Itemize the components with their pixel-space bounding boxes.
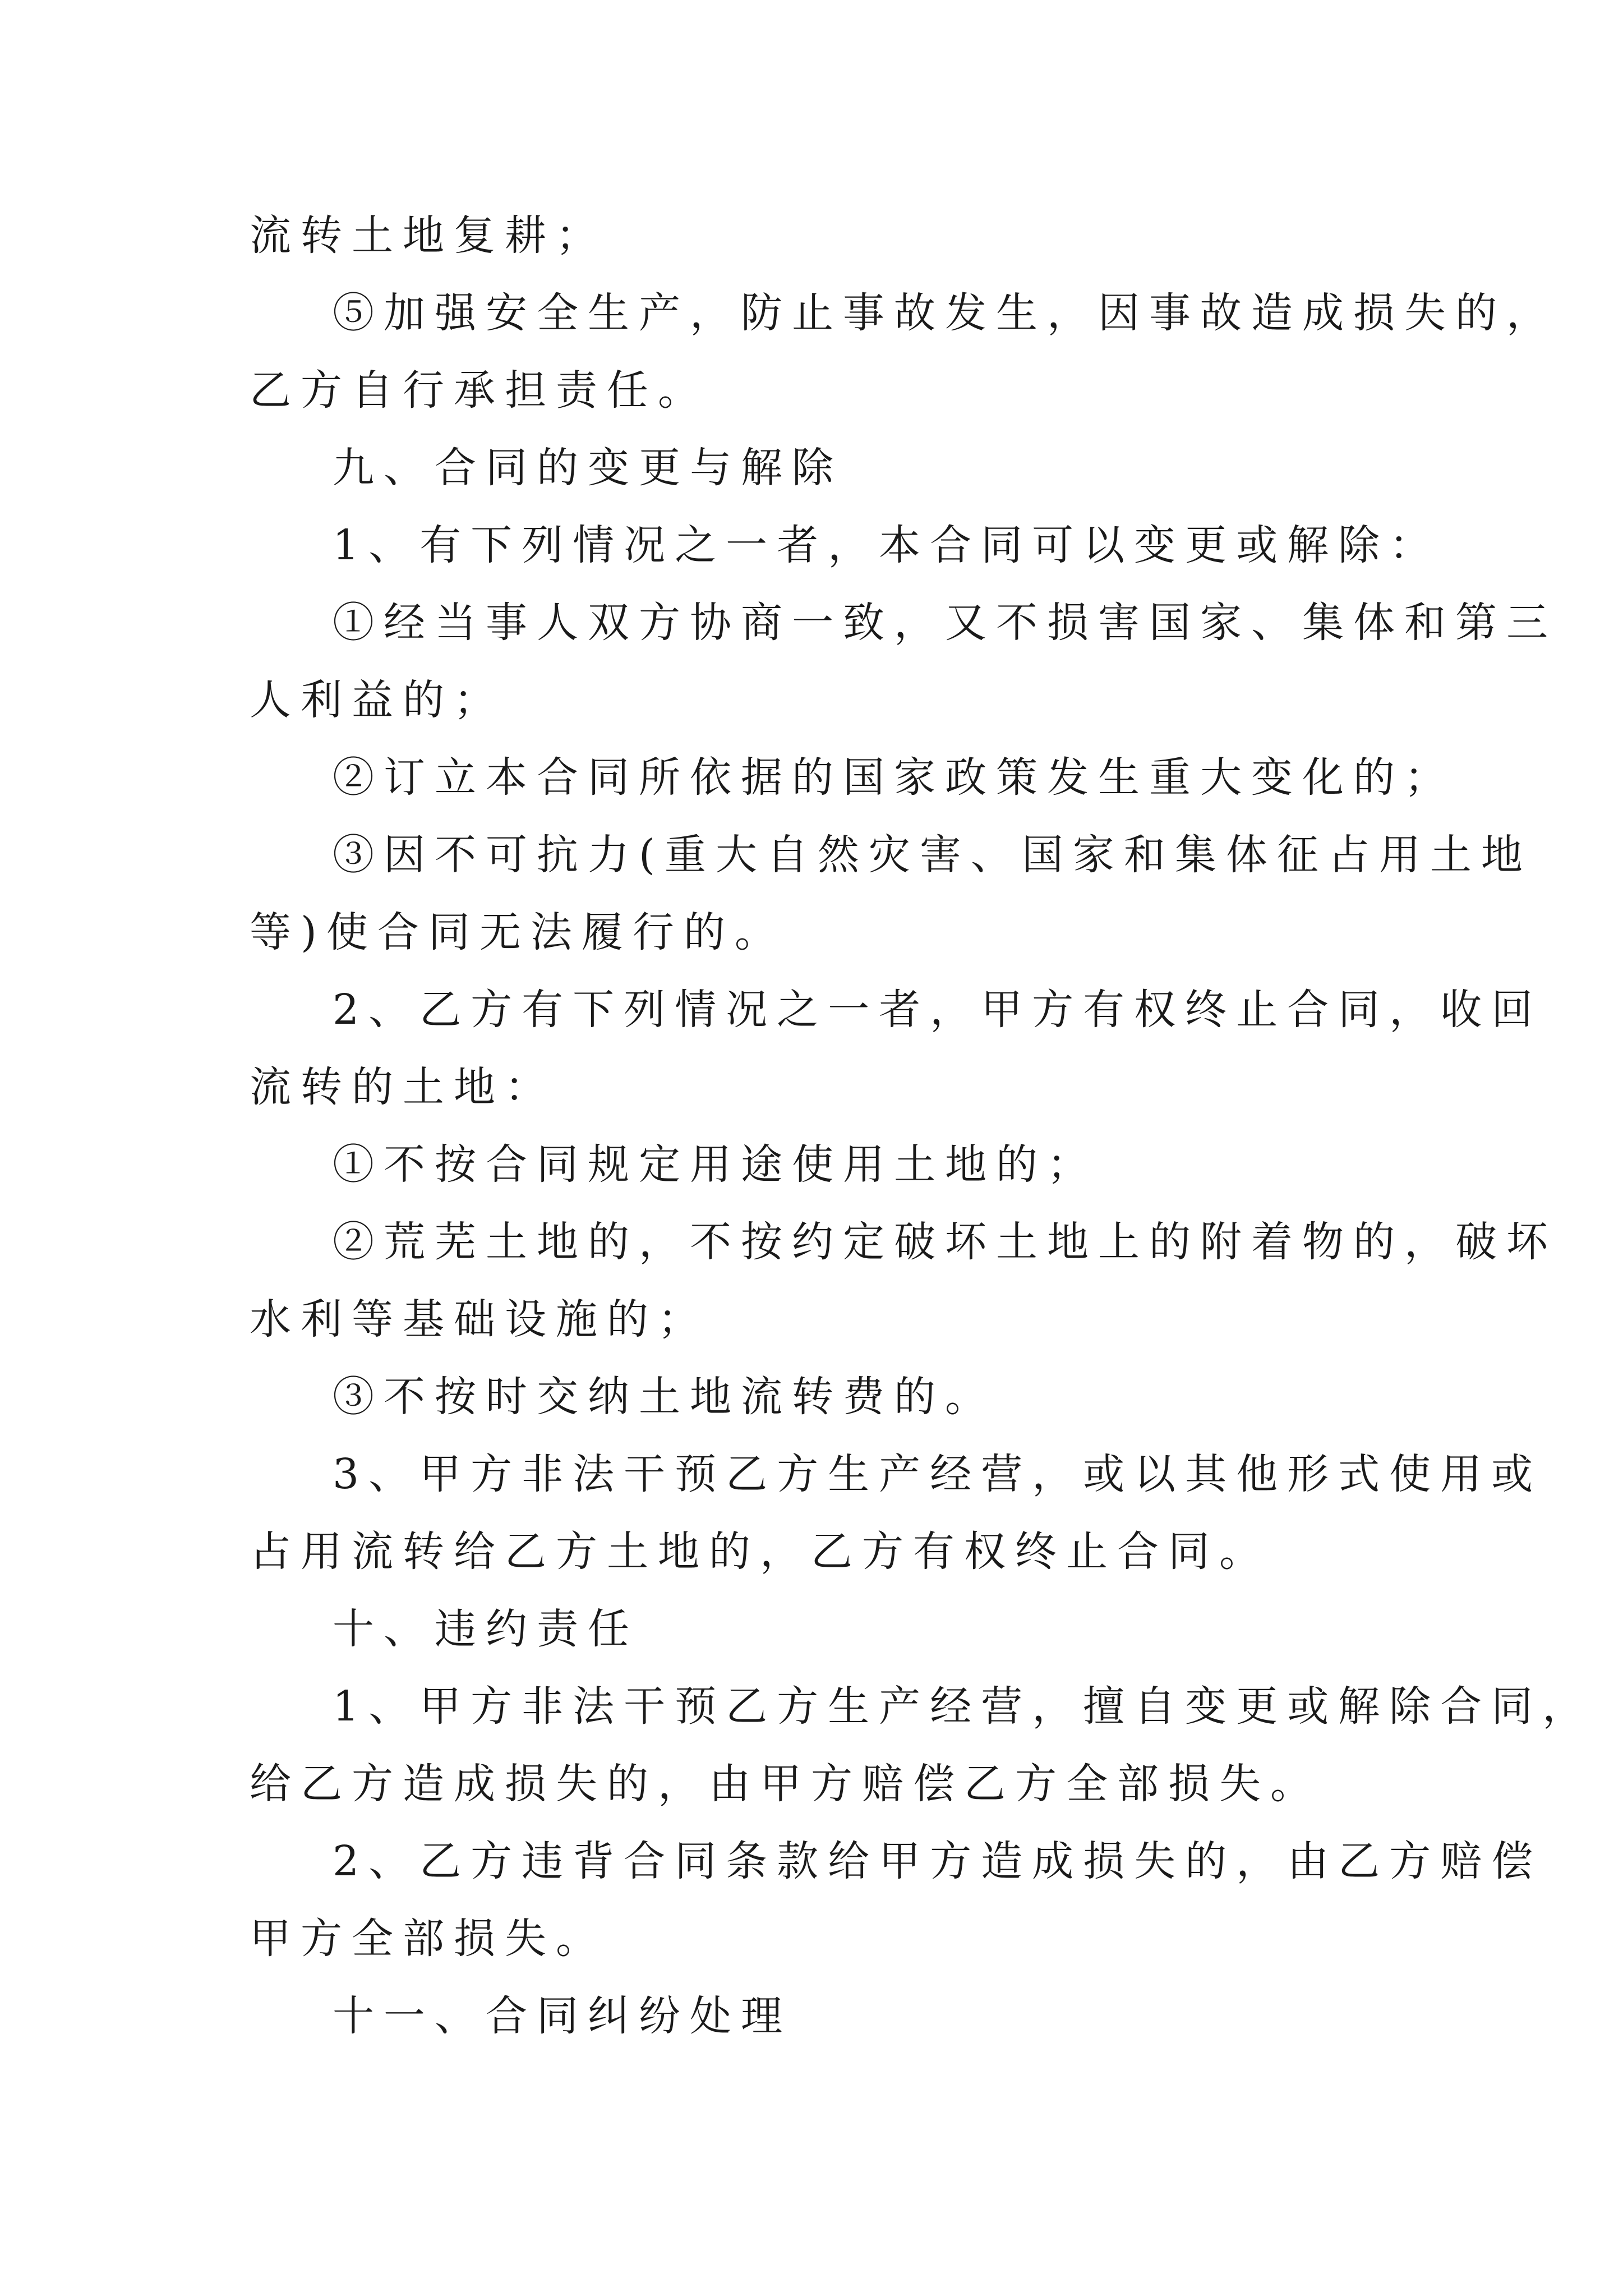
- text-line: 等)使合同无法履行的。: [250, 908, 786, 956]
- text-line: 人利益的；: [250, 676, 505, 724]
- text-line: ①经当事人双方协商一致，又不损害国家、集体和第三: [333, 599, 1557, 647]
- text-line: ①不按合同规定用途使用土地的；: [333, 1140, 1098, 1189]
- text-line: ②订立本合同所依据的国家政策发生重大变化的；: [333, 753, 1455, 802]
- text-line: 3、甲方非法干预乙方生产经营，或以其他形式使用或: [333, 1450, 1543, 1498]
- text-line: ③因不可抗力(重大自然灾害、国家和集体征占用土地: [333, 831, 1532, 879]
- section-heading: 九、合同的变更与解除: [333, 444, 843, 492]
- text-line: 2、乙方违背合同条款给甲方造成损失的，由乙方赔偿: [333, 1837, 1543, 1885]
- text-line: 流转土地复耕；: [250, 211, 607, 260]
- section-heading: 十、违约责任: [333, 1605, 639, 1653]
- text-line: ③不按时交纳土地流转费的。: [333, 1373, 996, 1421]
- text-line: ⑤加强安全生产，防止事故发生，因事故造成损失的，: [333, 289, 1557, 337]
- text-line: 1、有下列情况之一者，本合同可以变更或解除：: [333, 521, 1441, 569]
- text-line: 给乙方造成损失的，由甲方赔偿乙方全部损失。: [250, 1760, 1321, 1808]
- text-line: 2、乙方有下列情况之一者，甲方有权终止合同，收回: [333, 986, 1543, 1034]
- text-line: 占用流转给乙方土地的，乙方有权终止合同。: [250, 1527, 1270, 1576]
- text-line: 甲方全部损失。: [250, 1915, 607, 1963]
- text-line: ②荒芜土地的，不按约定破坏土地上的附着物的，破坏: [333, 1218, 1557, 1266]
- text-line: 乙方自行承担责任。: [250, 366, 709, 415]
- text-line: 流转的土地：: [250, 1063, 556, 1111]
- text-line: 水利等基础设施的；: [250, 1295, 709, 1343]
- section-heading: 十一、合同纠纷处理: [333, 1992, 792, 2040]
- text-line: 1、甲方非法干预乙方生产经营，擅自变更或解除合同，: [333, 1682, 1594, 1731]
